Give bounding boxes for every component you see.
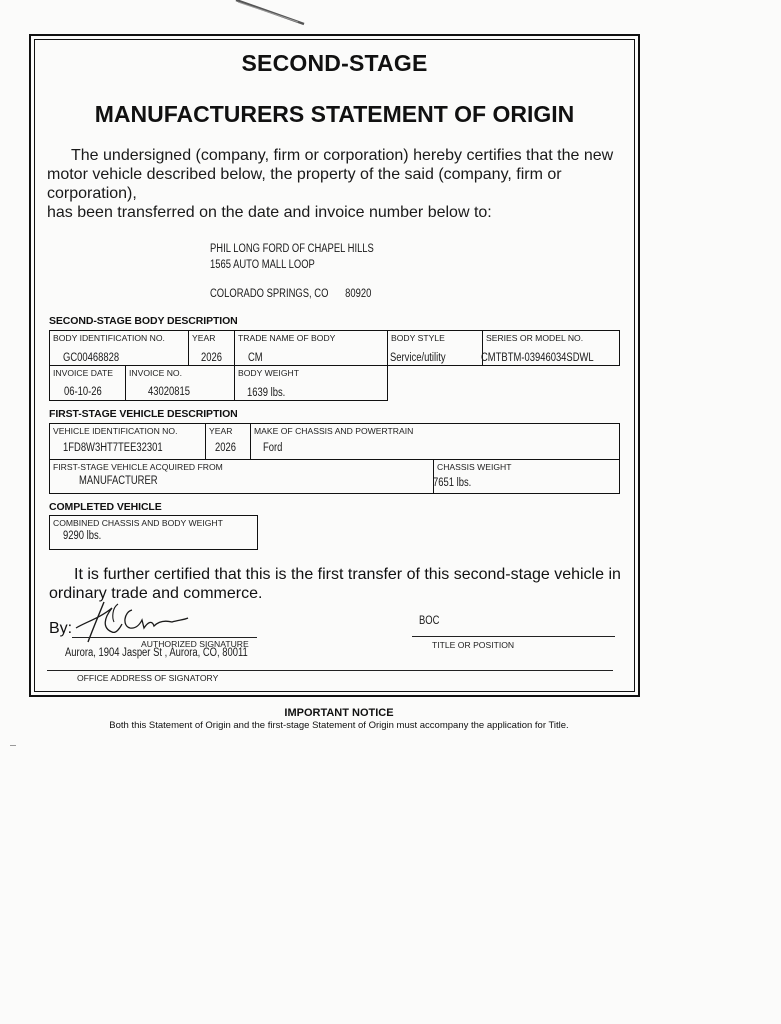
- body-section-heading: SECOND-STAGE BODY DESCRIPTION: [49, 315, 238, 327]
- document-subtitle: MANUFACTURERS STATEMENT OF ORIGIN: [94, 101, 575, 127]
- transferee-street: 1565 AUTO MALL LOOP: [210, 259, 315, 271]
- chassis-weight-value: 7651 lbs.: [433, 477, 472, 489]
- title-value: BOC: [419, 615, 440, 627]
- trade-name-label: TRADE NAME OF BODY: [238, 333, 336, 343]
- office-address-value: Aurora, 1904 Jasper St , Aurora, CO, 80011: [65, 647, 248, 659]
- body-id-cell: [49, 330, 189, 366]
- body-weight-value: 1639 lbs.: [247, 387, 286, 399]
- paper-clip-mark: [228, 0, 308, 30]
- first-stage-heading: FIRST-STAGE VEHICLE DESCRIPTION: [49, 408, 238, 420]
- vehicle-year-cell: [205, 423, 251, 460]
- trade-name-cell: [234, 330, 388, 366]
- certification-line-2: ordinary trade and commerce.: [49, 585, 263, 602]
- chassis-weight-label: CHASSIS WEIGHT: [437, 462, 512, 472]
- body-year-cell: [188, 330, 235, 366]
- signature-line: [72, 637, 257, 638]
- vin-cell: [49, 423, 206, 460]
- acquired-from-label: FIRST-STAGE VEHICLE ACQUIRED FROM: [53, 462, 223, 472]
- by-label: By:: [49, 620, 73, 637]
- office-address-label: OFFICE ADDRESS OF SIGNATORY: [77, 673, 219, 683]
- chassis-weight-cell: [433, 459, 620, 494]
- completed-heading: COMPLETED VEHICLE: [49, 501, 162, 513]
- body-year-value: 2026: [201, 352, 222, 364]
- body-id-label: BODY IDENTIFICATION NO.: [53, 333, 165, 343]
- acquired-from-cell: [49, 459, 434, 494]
- body-id-value: GC00468828: [63, 352, 120, 364]
- intro-paragraph: [47, 146, 624, 222]
- document-title: SECOND-STAGE: [241, 50, 428, 76]
- body-weight-label: BODY WEIGHT: [238, 368, 299, 378]
- make-cell: [250, 423, 620, 460]
- combined-weight-value: 9290 lbs.: [63, 530, 102, 542]
- invoice-date-label: INVOICE DATE: [53, 368, 114, 378]
- body-style-label: BODY STYLE: [391, 333, 445, 343]
- invoice-date-value: 06-10-26: [64, 386, 102, 398]
- invoice-no-cell: [125, 365, 235, 401]
- vehicle-year-value: 2026: [215, 442, 236, 454]
- transferee-city-state: COLORADO SPRINGS, CO: [210, 288, 329, 300]
- body-style-cell: [387, 330, 483, 366]
- intro-line-1: The undersigned (company, firm or corporation) hereby certifies that the new: [71, 147, 614, 164]
- notice-text: Both this Statement of Origin and the first-stage Statement of Origin must accompany the application for Title.: [109, 720, 569, 731]
- acquired-from-value: MANUFACTURER: [79, 475, 158, 487]
- certification-line-1: It is further certified that this is the first transfer of this second-stage vehicle in: [74, 566, 621, 583]
- series-cell: [482, 330, 620, 366]
- title-position-label: TITLE OR POSITION: [432, 640, 515, 650]
- intro-line-3: has been transferred on the date and invoice number below to:: [47, 204, 492, 221]
- combined-weight-cell: [49, 515, 258, 550]
- invoice-no-label: INVOICE NO.: [129, 368, 183, 378]
- transferee-name: PHIL LONG FORD OF CHAPEL HILLS: [210, 243, 374, 255]
- title-line: [412, 636, 615, 637]
- make-value: Ford: [263, 442, 283, 454]
- transferee-zip: 80920: [345, 288, 372, 300]
- body-weight-cell: [234, 365, 388, 401]
- invoice-date-cell: [49, 365, 126, 401]
- vehicle-year-label: YEAR: [209, 426, 233, 436]
- body-style-value: Service/utility: [390, 352, 446, 364]
- series-label: SERIES OR MODEL NO.: [486, 333, 584, 343]
- margin-mark: [10, 745, 16, 746]
- transferee-city: [210, 288, 371, 300]
- body-year-label: YEAR: [192, 333, 216, 343]
- trade-name-value: CM: [248, 352, 263, 364]
- make-label: MAKE OF CHASSIS AND POWERTRAIN: [254, 426, 414, 436]
- combined-weight-label: COMBINED CHASSIS AND BODY WEIGHT: [53, 518, 223, 528]
- series-value: CMTBTM-03946034SDWL: [481, 352, 594, 364]
- notice-heading: IMPORTANT NOTICE: [284, 707, 394, 719]
- vin-value: 1FD8W3HT7TEE32301: [63, 442, 163, 454]
- invoice-no-value: 43020815: [148, 386, 190, 398]
- authorized-signature-label: AUTHORIZED SIGNATURE: [141, 639, 249, 649]
- intro-line-2: motor vehicle described below, the property of the said (company, firm or corporation),: [47, 166, 562, 202]
- office-address-line: [47, 670, 613, 671]
- vin-label: VEHICLE IDENTIFICATION NO.: [53, 426, 178, 436]
